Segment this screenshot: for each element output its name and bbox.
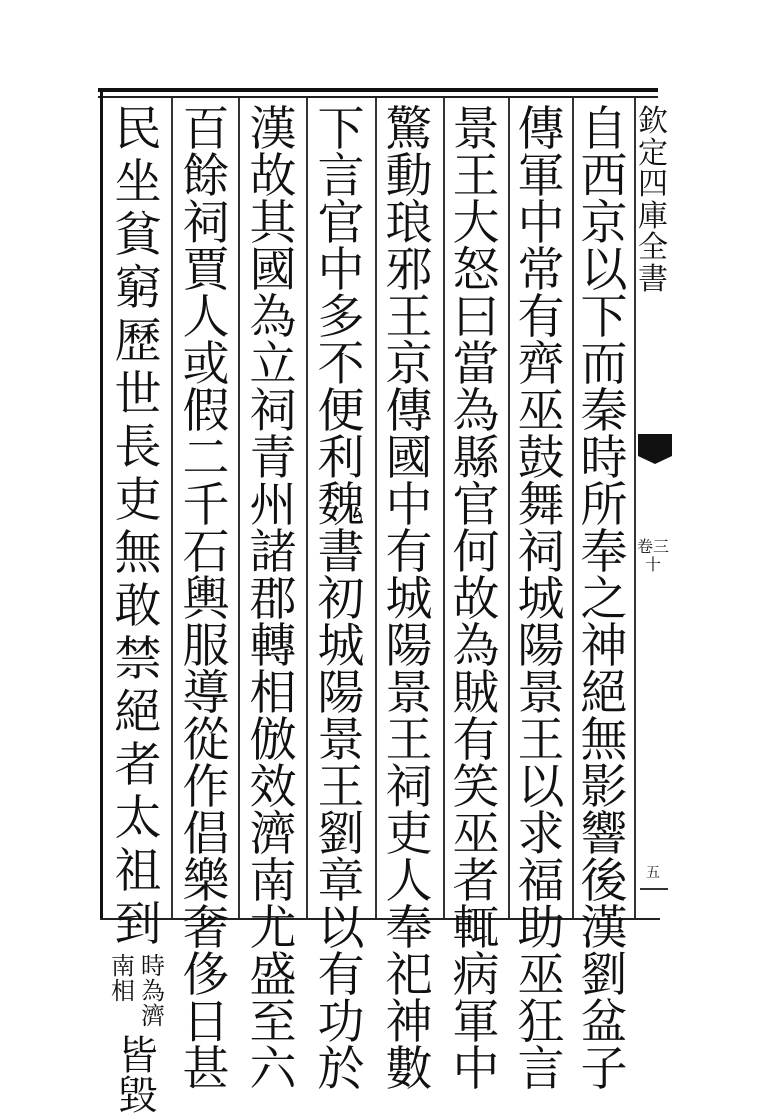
glyph: 假 — [182, 384, 230, 439]
glyph: 日 — [182, 995, 230, 1050]
band-mark — [640, 888, 668, 890]
glyph: 為 — [452, 384, 500, 439]
glyph: 奉 — [580, 525, 628, 580]
glyph: 邪 — [385, 243, 433, 298]
glyph: 怒 — [452, 243, 500, 298]
glyph: 者 — [452, 854, 500, 909]
glyph: 盛 — [249, 948, 297, 1003]
glyph: 祀 — [385, 948, 433, 1003]
glyph: 餘 — [182, 149, 230, 204]
glyph: 有 — [385, 525, 433, 580]
glyph: 之 — [580, 572, 628, 627]
glyph: 所 — [580, 478, 628, 533]
glyph: 影 — [580, 760, 628, 815]
glyph: 相 — [249, 666, 297, 721]
folio-number: 五 — [646, 865, 660, 881]
glyph: 濟 — [249, 807, 297, 862]
column-divider — [443, 98, 445, 918]
glyph: 城 — [517, 572, 565, 627]
glyph: 當 — [452, 337, 500, 392]
glyph: 立 — [249, 337, 297, 392]
glyph: 秦 — [580, 384, 628, 439]
glyph: 神 — [385, 995, 433, 1050]
glyph: 二 — [182, 431, 230, 486]
glyph: 吏 — [385, 807, 433, 862]
glyph: 無 — [580, 713, 628, 768]
glyph: 全 — [638, 230, 668, 265]
top-border-inner — [98, 96, 658, 98]
glyph: 書 — [638, 261, 668, 297]
glyph: 漢 — [580, 901, 628, 956]
glyph: 劉 — [580, 948, 628, 1003]
glyph: 故 — [249, 149, 297, 204]
glyph: 王 — [517, 713, 565, 768]
glyph: 或 — [182, 337, 230, 392]
glyph: 六 — [249, 1042, 297, 1097]
glyph: 郡 — [249, 572, 297, 627]
glyph: 石 — [182, 525, 230, 580]
glyph: 國 — [249, 243, 297, 298]
glyph: 齊 — [517, 337, 565, 392]
glyph: 助 — [517, 901, 565, 956]
glyph: 以 — [517, 760, 565, 815]
glyph: 服 — [182, 619, 230, 674]
glyph: 城 — [385, 572, 433, 627]
glyph: 劉 — [317, 807, 365, 862]
column-divider — [171, 98, 173, 918]
glyph: 祠 — [249, 384, 297, 439]
glyph: 絕 — [580, 666, 628, 721]
glyph: 景 — [317, 713, 365, 768]
glyph: 巫 — [517, 384, 565, 439]
text-column — [448, 102, 504, 1097]
glyph: 轉 — [249, 619, 297, 674]
glyph: 何 — [452, 525, 500, 580]
glyph: 以 — [317, 901, 365, 956]
glyph: 倡 — [182, 807, 230, 862]
glyph: 導 — [182, 666, 230, 721]
interlinear-note — [111, 954, 165, 1030]
glyph: 響 — [580, 807, 628, 862]
glyph: 三 — [653, 537, 670, 556]
glyph: 為 — [249, 290, 297, 345]
top-border — [98, 88, 658, 92]
glyph: 長 — [114, 420, 162, 475]
glyph: 章 — [317, 854, 365, 909]
glyph: 景 — [517, 666, 565, 721]
glyph: 而 — [580, 337, 628, 392]
glyph: 輒 — [452, 901, 500, 956]
glyph: 貧 — [114, 208, 162, 263]
glyph: 十 — [644, 554, 661, 574]
column-divider — [238, 98, 240, 918]
glyph: 縣 — [452, 431, 500, 486]
note-tail: 皆 毀 — [118, 1032, 158, 1119]
glyph: 到 — [114, 897, 162, 952]
glyph: 常 — [517, 243, 565, 298]
glyph: 傳 — [517, 102, 565, 157]
glyph: 青 — [249, 431, 297, 486]
glyph: 敢 — [114, 579, 162, 634]
glyph: 南 — [249, 854, 297, 909]
glyph: 坐 — [114, 155, 162, 210]
glyph: 州 — [249, 478, 297, 533]
glyph: 從 — [182, 713, 230, 768]
glyph: 者 — [114, 738, 162, 793]
glyph: 其 — [249, 196, 297, 251]
glyph: 有 — [452, 713, 500, 768]
text-column — [513, 102, 569, 1097]
glyph: 侈 — [182, 948, 230, 1003]
glyph: 自 — [580, 102, 628, 157]
glyph: 世 — [114, 367, 162, 422]
glyph: 中 — [385, 478, 433, 533]
glyph: 王 — [385, 290, 433, 345]
glyph: 初 — [317, 572, 365, 627]
glyph: 王 — [317, 760, 365, 815]
glyph: 神 — [580, 619, 628, 674]
glyph: 倣 — [249, 713, 297, 768]
text-column — [313, 102, 369, 1097]
glyph: 中 — [452, 1042, 500, 1097]
glyph: 太 — [114, 791, 162, 846]
glyph: 動 — [385, 149, 433, 204]
glyph: 魏 — [317, 478, 365, 533]
fishtail-mark — [638, 434, 672, 464]
glyph: 於 — [317, 1042, 365, 1097]
glyph: 四 — [638, 167, 668, 202]
column-divider — [634, 98, 636, 918]
glyph: 窮 — [114, 261, 162, 316]
glyph: 人 — [182, 290, 230, 345]
glyph: 書 — [317, 525, 365, 580]
glyph: 王 — [452, 149, 500, 204]
glyph: 軍 — [452, 995, 500, 1050]
text-column — [576, 102, 632, 1097]
glyph: 賈 — [182, 243, 230, 298]
glyph: 國 — [385, 431, 433, 486]
column-divider — [508, 98, 510, 918]
column-divider — [306, 98, 308, 918]
text-column — [381, 102, 437, 1097]
glyph: 下 — [317, 102, 365, 157]
glyph: 鼓 — [517, 431, 565, 486]
glyph: 奉 — [385, 901, 433, 956]
glyph: 作 — [182, 760, 230, 815]
glyph: 有 — [317, 948, 365, 1003]
glyph: 多 — [317, 290, 365, 345]
glyph: 賊 — [452, 666, 500, 721]
glyph: 曰 — [452, 290, 500, 345]
glyph: 庫 — [638, 198, 668, 234]
glyph: 西 — [580, 149, 628, 204]
glyph: 樂 — [182, 854, 230, 909]
glyph: 奢 — [182, 901, 230, 956]
glyph: 下 — [580, 290, 628, 345]
glyph: 狂 — [517, 995, 565, 1050]
page-center-band — [636, 98, 670, 918]
glyph: 輿 — [182, 572, 230, 627]
glyph: 欽 — [638, 104, 668, 139]
glyph: 中 — [517, 196, 565, 251]
glyph: 傳 — [385, 384, 433, 439]
glyph: 陽 — [385, 619, 433, 674]
glyph: 琅 — [385, 196, 433, 251]
glyph: 諸 — [249, 525, 297, 580]
glyph: 巫 — [452, 807, 500, 862]
glyph: 祠 — [385, 760, 433, 815]
glyph: 軍 — [517, 149, 565, 204]
glyph: 民 — [114, 102, 162, 157]
volume-number — [636, 538, 670, 573]
column-divider — [572, 98, 574, 918]
glyph: 舞 — [517, 478, 565, 533]
glyph: 不 — [317, 337, 365, 392]
glyph: 病 — [452, 948, 500, 1003]
glyph: 盆 — [580, 995, 628, 1050]
glyph: 甚 — [182, 1042, 230, 1097]
glyph: 時 — [580, 431, 628, 486]
glyph: 京 — [580, 196, 628, 251]
glyph: 巫 — [517, 948, 565, 1003]
text-column — [245, 102, 301, 1097]
left-border — [100, 92, 103, 920]
glyph: 歷 — [114, 314, 162, 369]
glyph: 尤 — [249, 901, 297, 956]
glyph: 以 — [580, 243, 628, 298]
glyph: 陽 — [517, 619, 565, 674]
glyph: 千 — [182, 478, 230, 533]
glyph: 功 — [317, 995, 365, 1050]
glyph: 後 — [580, 854, 628, 909]
glyph: 王 — [385, 713, 433, 768]
note-right-line: 時 為 濟 — [141, 952, 165, 1031]
glyph: 笑 — [452, 760, 500, 815]
glyph: 城 — [317, 619, 365, 674]
glyph: 故 — [452, 572, 500, 627]
glyph: 京 — [385, 337, 433, 392]
glyph: 漢 — [249, 102, 297, 157]
glyph: 子 — [580, 1042, 628, 1097]
glyph: 祠 — [182, 196, 230, 251]
glyph: 景 — [385, 666, 433, 721]
glyph: 絕 — [114, 685, 162, 740]
column-divider — [375, 98, 377, 918]
glyph: 禁 — [114, 632, 162, 687]
glyph: 卷 — [636, 537, 653, 556]
note-left-line: 南 相 — [111, 952, 135, 1006]
book-title — [636, 106, 670, 295]
glyph: 大 — [452, 196, 500, 251]
glyph: 利 — [317, 431, 365, 486]
glyph: 祖 — [114, 844, 162, 899]
glyph: 景 — [452, 102, 500, 157]
glyph: 有 — [517, 290, 565, 345]
glyph: 數 — [385, 1042, 433, 1097]
glyph: 祠 — [517, 525, 565, 580]
glyph: 至 — [249, 995, 297, 1050]
glyph: 便 — [317, 384, 365, 439]
glyph: 百 — [182, 102, 230, 157]
glyph: 官 — [317, 196, 365, 251]
glyph: 定 — [638, 135, 668, 171]
glyph: 官 — [452, 478, 500, 533]
glyph: 言 — [317, 149, 365, 204]
text-column — [178, 102, 234, 1097]
glyph: 言 — [517, 1042, 565, 1097]
glyph: 陽 — [317, 666, 365, 721]
glyph: 效 — [249, 760, 297, 815]
glyph: 無 — [114, 526, 162, 581]
glyph: 求 — [517, 807, 565, 862]
glyph: 驚 — [385, 102, 433, 157]
glyph: 吏 — [114, 473, 162, 528]
glyph: 中 — [317, 243, 365, 298]
glyph: 人 — [385, 854, 433, 909]
glyph: 為 — [452, 619, 500, 674]
glyph: 福 — [517, 854, 565, 909]
text-column-last — [110, 102, 166, 1119]
